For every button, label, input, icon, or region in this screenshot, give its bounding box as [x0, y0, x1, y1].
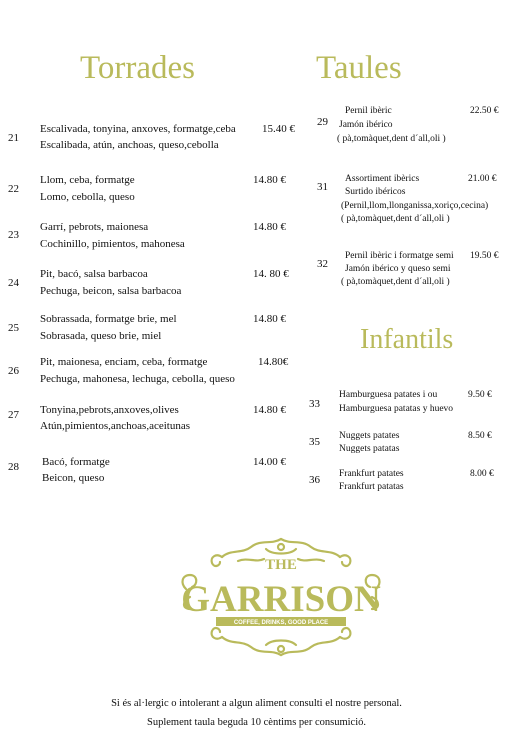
- item-line: Pernil ibèric: [345, 106, 392, 116]
- item-line: Nuggets patatas: [339, 444, 400, 454]
- item-number: 29: [317, 116, 328, 128]
- section-title-torrades: Torrades: [80, 50, 195, 86]
- item-number: 23: [8, 229, 19, 241]
- item-price: 14.80 €: [253, 221, 286, 233]
- item-line: Frankfurt patatas: [339, 482, 404, 492]
- item-line: Jamón ibérico: [339, 120, 393, 130]
- item-price: 21.00 €: [468, 174, 497, 184]
- item-number: 31: [317, 181, 328, 193]
- item-line: (Pernil,llom,llonganissa,xoriço,cecina): [341, 201, 489, 211]
- item-number: 26: [8, 365, 19, 377]
- supplement-notice: Suplement taula beguda 10 cèntims per consumició.: [147, 717, 366, 728]
- item-name-ca: Pit, bacó, salsa barbacoa: [40, 268, 148, 280]
- logo-tagline: COFFEE, DRINKS, GOOD PLACE: [233, 620, 329, 626]
- item-line: Nuggets patates: [339, 431, 400, 441]
- item-price: 14.00 €: [253, 456, 286, 468]
- item-name-es: Atún,pimientos,anchoas,aceitunas: [40, 420, 190, 432]
- item-price: 8.50 €: [468, 431, 492, 441]
- item-name-es: Pechuga, beicon, salsa barbacoa: [40, 285, 182, 297]
- item-number: 21: [8, 132, 19, 144]
- item-price: 14.80€: [258, 356, 289, 368]
- item-price: 8.00 €: [470, 469, 494, 479]
- item-name-ca: Bacó, formatge: [42, 456, 110, 468]
- item-price: 19.50 €: [470, 251, 499, 261]
- item-name-ca: Tonyina,pebrots,anxoves,olives: [40, 404, 179, 416]
- item-number: 36: [309, 474, 320, 486]
- logo-name: GARRISON: [181, 579, 381, 620]
- item-price: 14.80 €: [253, 404, 286, 416]
- item-name-ca: Garrí, pebrots, maionesa: [40, 221, 149, 233]
- item-name-es: Beicon, queso: [42, 472, 105, 484]
- item-number: 33: [309, 398, 320, 410]
- item-line: ( pà,tomàquet,dent d´all,oli ): [341, 277, 450, 287]
- garrison-logo: [176, 535, 386, 660]
- item-name-ca: Escalivada, tonyina, anxoves, formatge,ceba: [40, 123, 236, 135]
- item-price: 14. 80 €: [253, 268, 289, 280]
- item-price: 22.50 €: [470, 106, 499, 116]
- item-name-ca: Sobrassada, formatge brie, mel: [40, 313, 177, 325]
- section-title-taules: Taules: [316, 50, 402, 86]
- item-price: 14.80 €: [253, 174, 286, 186]
- item-price: 9.50 €: [468, 390, 492, 400]
- item-line: Frankfurt patates: [339, 469, 404, 479]
- item-number: 28: [8, 461, 19, 473]
- item-name-ca: Llom, ceba, formatge: [40, 174, 135, 186]
- item-line: Hamburguesa patates i ou: [339, 390, 438, 400]
- item-number: 24: [8, 277, 19, 289]
- logo-the: THE: [265, 557, 297, 573]
- item-line: Hamburguesa patatas y huevo: [339, 404, 454, 414]
- item-name-es: Pechuga, mahonesa, lechuga, cebolla, queso: [40, 373, 235, 385]
- item-name-es: Sobrasada, queso brie, miel: [40, 330, 162, 342]
- item-number: 35: [309, 436, 320, 448]
- item-name-ca: Pit, maionesa, enciam, ceba, formatge: [40, 356, 208, 368]
- section-title-infantils: Infantils: [360, 324, 454, 355]
- item-name-es: Cochinillo, pimientos, mahonesa: [40, 238, 185, 250]
- item-line: ( pà,tomàquet,dent d´all,oli ): [337, 134, 446, 144]
- item-line: Pernil ibèric i formatge semi: [345, 251, 454, 261]
- allergy-notice: Si és al·lergic o intolerant a algun aliment consulti el nostre personal.: [111, 698, 402, 709]
- item-number: 32: [317, 258, 328, 270]
- item-price: 14.80 €: [253, 313, 286, 325]
- item-line: ( pà,tomàquet,dent d´all,oli ): [341, 214, 450, 224]
- item-line: Jamón ibérico y queso semi: [345, 264, 451, 274]
- item-name-es: Escalibada, atún, anchoas, queso,cebolla: [40, 139, 219, 151]
- item-number: 22: [8, 183, 19, 195]
- item-name-es: Lomo, cebolla, queso: [40, 191, 135, 203]
- item-number: 27: [8, 409, 19, 421]
- item-line: Assortiment ibèrics: [345, 174, 420, 184]
- item-price: 15.40 €: [262, 123, 295, 135]
- item-number: 25: [8, 322, 19, 334]
- item-line: Surtido ibéricos: [345, 187, 406, 197]
